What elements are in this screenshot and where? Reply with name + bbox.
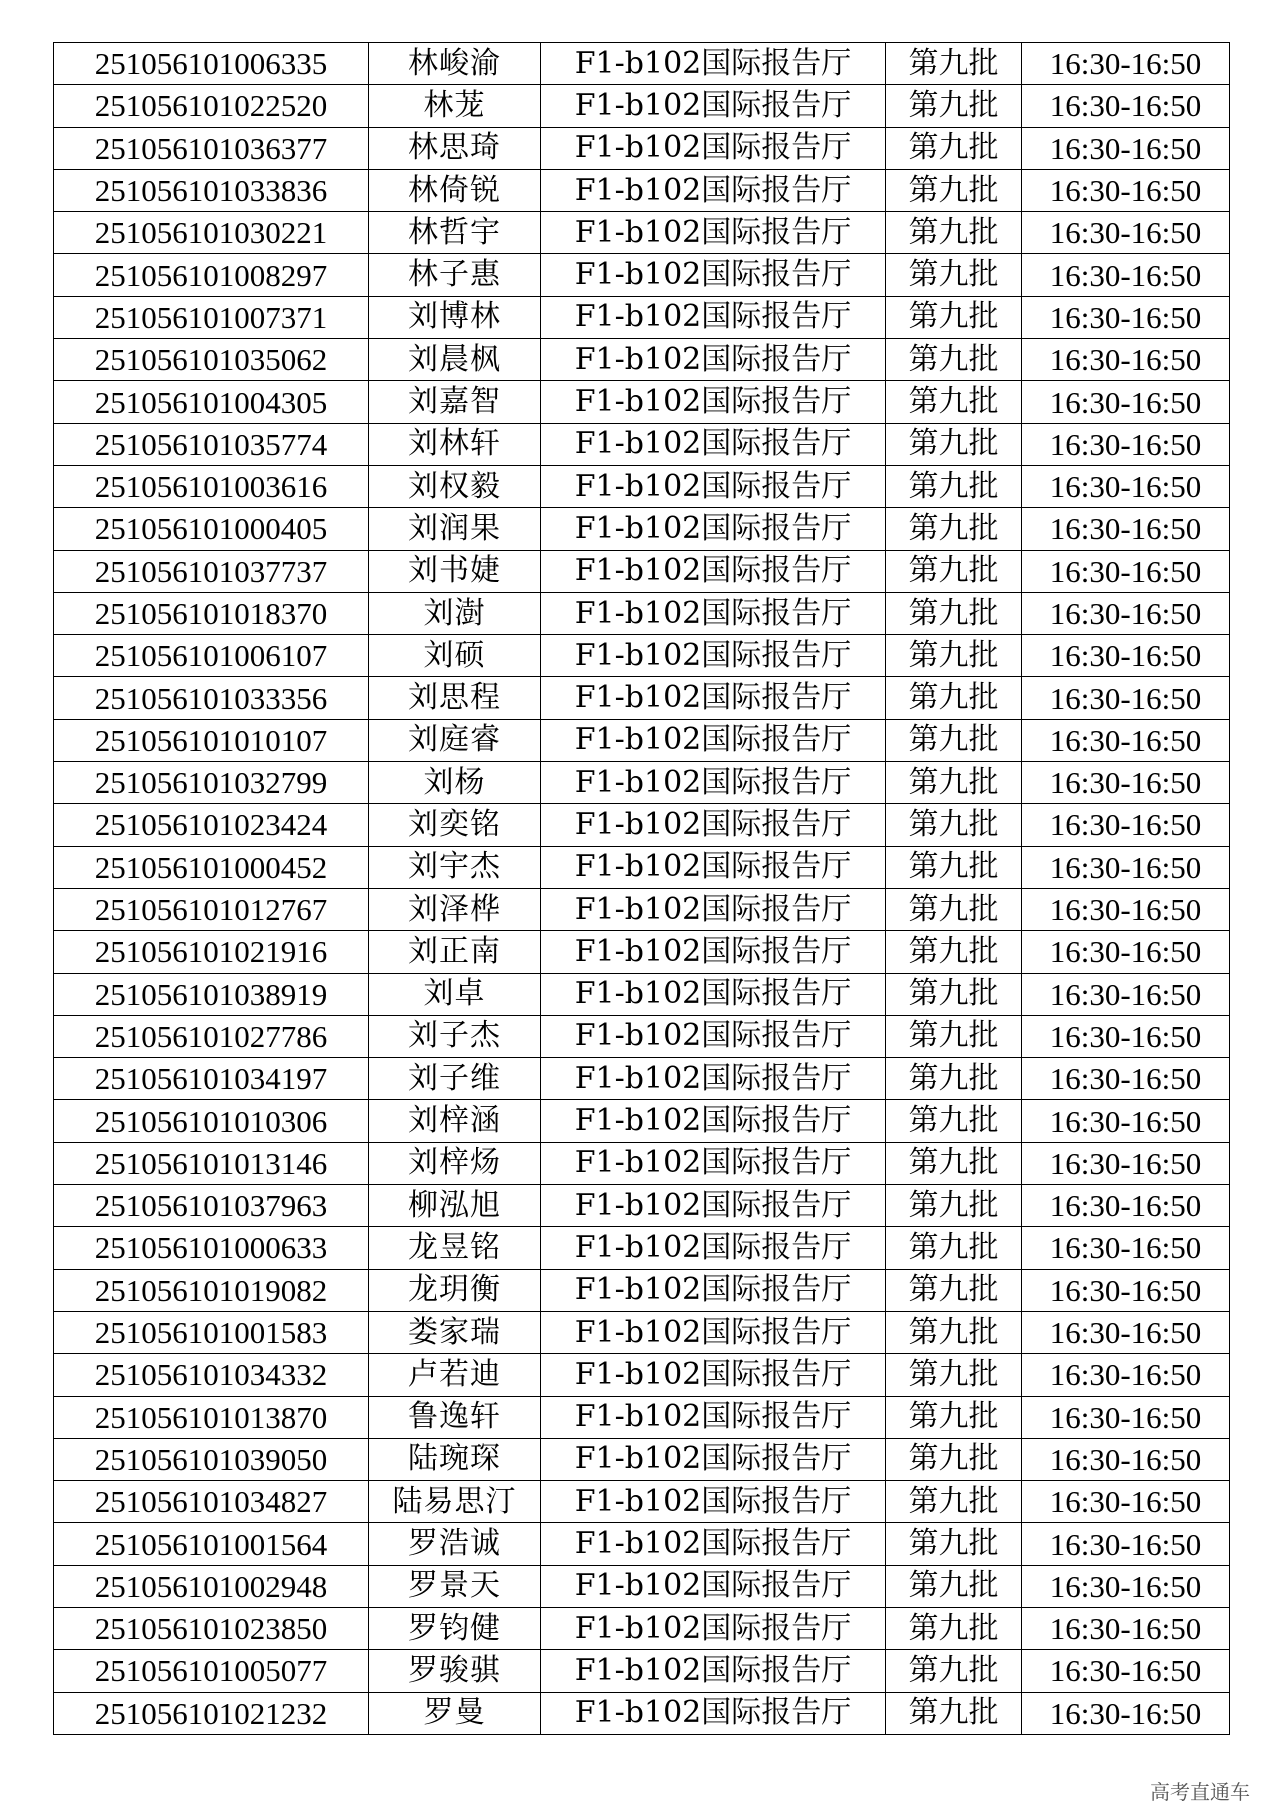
venue-cell: F1-b102国际报告厅 <box>541 296 886 338</box>
name-cell: 陆琬琛 <box>369 1438 541 1480</box>
name-cell: 罗曼 <box>369 1692 541 1734</box>
time-cell: 16:30-16:50 <box>1022 508 1230 550</box>
venue-cell: F1-b102国际报告厅 <box>541 43 886 85</box>
candidate-id-cell: 251056101035774 <box>54 423 369 465</box>
candidate-id-cell: 251056101010107 <box>54 719 369 761</box>
candidate-id-cell: 251056101007371 <box>54 296 369 338</box>
venue-cell: F1-b102国际报告厅 <box>541 85 886 127</box>
batch-cell: 第九批 <box>886 85 1022 127</box>
table-row <box>54 635 1230 677</box>
venue-cell: F1-b102国际报告厅 <box>541 1523 886 1565</box>
time-cell: 16:30-16:50 <box>1022 1227 1230 1269</box>
batch-cell: 第九批 <box>886 254 1022 296</box>
candidate-id-cell: 251056101027786 <box>54 1015 369 1057</box>
venue-cell: F1-b102国际报告厅 <box>541 1100 886 1142</box>
name-cell: 刘梓炀 <box>369 1142 541 1184</box>
candidate-id-cell: 251056101034827 <box>54 1481 369 1523</box>
time-cell: 16:30-16:50 <box>1022 1438 1230 1480</box>
time-cell: 16:30-16:50 <box>1022 127 1230 169</box>
candidate-id-cell: 251056101018370 <box>54 592 369 634</box>
name-cell: 刘杨 <box>369 762 541 804</box>
name-cell: 林哲宇 <box>369 212 541 254</box>
name-cell: 林思琦 <box>369 127 541 169</box>
time-cell: 16:30-16:50 <box>1022 931 1230 973</box>
table-row <box>54 931 1230 973</box>
candidate-id-cell: 251056101010306 <box>54 1100 369 1142</box>
time-cell: 16:30-16:50 <box>1022 169 1230 211</box>
venue-cell: F1-b102国际报告厅 <box>541 888 886 930</box>
venue-cell: F1-b102国际报告厅 <box>541 1354 886 1396</box>
schedule-table <box>53 42 1230 1735</box>
batch-cell: 第九批 <box>886 212 1022 254</box>
venue-cell: F1-b102国际报告厅 <box>541 973 886 1015</box>
time-cell: 16:30-16:50 <box>1022 423 1230 465</box>
time-cell: 16:30-16:50 <box>1022 1354 1230 1396</box>
table-row <box>54 127 1230 169</box>
venue-cell: F1-b102国际报告厅 <box>541 1607 886 1649</box>
time-cell: 16:30-16:50 <box>1022 43 1230 85</box>
time-cell: 16:30-16:50 <box>1022 1481 1230 1523</box>
venue-cell: F1-b102国际报告厅 <box>541 719 886 761</box>
table-row <box>54 1354 1230 1396</box>
table-row <box>54 1269 1230 1311</box>
table-row <box>54 762 1230 804</box>
candidate-id-cell: 251056101039050 <box>54 1438 369 1480</box>
candidate-id-cell: 251056101005077 <box>54 1650 369 1692</box>
name-cell: 陆易思汀 <box>369 1481 541 1523</box>
batch-cell: 第九批 <box>886 1227 1022 1269</box>
table-row <box>54 1311 1230 1353</box>
time-cell: 16:30-16:50 <box>1022 762 1230 804</box>
time-cell: 16:30-16:50 <box>1022 296 1230 338</box>
batch-cell: 第九批 <box>886 1058 1022 1100</box>
table-row <box>54 381 1230 423</box>
name-cell: 罗骏骐 <box>369 1650 541 1692</box>
table-row <box>54 550 1230 592</box>
batch-cell: 第九批 <box>886 43 1022 85</box>
candidate-id-cell: 251056101022520 <box>54 85 369 127</box>
venue-cell: F1-b102国际报告厅 <box>541 254 886 296</box>
table-row <box>54 1565 1230 1607</box>
candidate-id-cell: 251056101021232 <box>54 1692 369 1734</box>
candidate-id-cell: 251056101000452 <box>54 846 369 888</box>
name-cell: 林茏 <box>369 85 541 127</box>
batch-cell: 第九批 <box>886 1142 1022 1184</box>
candidate-id-cell: 251056101030221 <box>54 212 369 254</box>
table-row <box>54 1100 1230 1142</box>
table-row <box>54 1396 1230 1438</box>
name-cell: 刘泽桦 <box>369 888 541 930</box>
venue-cell: F1-b102国际报告厅 <box>541 762 886 804</box>
venue-cell: F1-b102国际报告厅 <box>541 1396 886 1438</box>
name-cell: 柳泓旭 <box>369 1185 541 1227</box>
table-row <box>54 254 1230 296</box>
schedule-table-container <box>53 42 1229 1735</box>
name-cell: 刘晨枫 <box>369 339 541 381</box>
batch-cell: 第九批 <box>886 719 1022 761</box>
name-cell: 刘奕铭 <box>369 804 541 846</box>
batch-cell: 第九批 <box>886 550 1022 592</box>
name-cell: 刘润果 <box>369 508 541 550</box>
venue-cell: F1-b102国际报告厅 <box>541 550 886 592</box>
candidate-id-cell: 251056101001583 <box>54 1311 369 1353</box>
time-cell: 16:30-16:50 <box>1022 719 1230 761</box>
name-cell: 罗景天 <box>369 1565 541 1607</box>
time-cell: 16:30-16:50 <box>1022 1015 1230 1057</box>
time-cell: 16:30-16:50 <box>1022 1565 1230 1607</box>
table-row <box>54 1058 1230 1100</box>
batch-cell: 第九批 <box>886 973 1022 1015</box>
table-row <box>54 1523 1230 1565</box>
candidate-id-cell: 251056101012767 <box>54 888 369 930</box>
venue-cell: F1-b102国际报告厅 <box>541 212 886 254</box>
name-cell: 鲁逸轩 <box>369 1396 541 1438</box>
name-cell: 罗钧健 <box>369 1607 541 1649</box>
candidate-id-cell: 251056101034197 <box>54 1058 369 1100</box>
venue-cell: F1-b102国际报告厅 <box>541 1058 886 1100</box>
table-row <box>54 1227 1230 1269</box>
time-cell: 16:30-16:50 <box>1022 677 1230 719</box>
batch-cell: 第九批 <box>886 127 1022 169</box>
candidate-id-cell: 251056101021916 <box>54 931 369 973</box>
venue-cell: F1-b102国际报告厅 <box>541 1650 886 1692</box>
venue-cell: F1-b102国际报告厅 <box>541 169 886 211</box>
batch-cell: 第九批 <box>886 465 1022 507</box>
candidate-id-cell: 251056101002948 <box>54 1565 369 1607</box>
table-row <box>54 592 1230 634</box>
table-row <box>54 296 1230 338</box>
name-cell: 刘子维 <box>369 1058 541 1100</box>
name-cell: 刘宇杰 <box>369 846 541 888</box>
batch-cell: 第九批 <box>886 846 1022 888</box>
time-cell: 16:30-16:50 <box>1022 973 1230 1015</box>
candidate-id-cell: 251056101019082 <box>54 1269 369 1311</box>
venue-cell: F1-b102国际报告厅 <box>541 1692 886 1734</box>
batch-cell: 第九批 <box>886 1396 1022 1438</box>
venue-cell: F1-b102国际报告厅 <box>541 1438 886 1480</box>
venue-cell: F1-b102国际报告厅 <box>541 1269 886 1311</box>
time-cell: 16:30-16:50 <box>1022 846 1230 888</box>
batch-cell: 第九批 <box>886 1185 1022 1227</box>
time-cell: 16:30-16:50 <box>1022 339 1230 381</box>
venue-cell: F1-b102国际报告厅 <box>541 592 886 634</box>
table-row <box>54 1015 1230 1057</box>
candidate-id-cell: 251056101036377 <box>54 127 369 169</box>
name-cell: 刘书婕 <box>369 550 541 592</box>
batch-cell: 第九批 <box>886 804 1022 846</box>
table-row <box>54 804 1230 846</box>
time-cell: 16:30-16:50 <box>1022 1142 1230 1184</box>
candidate-id-cell: 251056101037963 <box>54 1185 369 1227</box>
venue-cell: F1-b102国际报告厅 <box>541 423 886 465</box>
name-cell: 林倚锐 <box>369 169 541 211</box>
venue-cell: F1-b102国际报告厅 <box>541 931 886 973</box>
candidate-id-cell: 251056101038919 <box>54 973 369 1015</box>
name-cell: 刘正南 <box>369 931 541 973</box>
venue-cell: F1-b102国际报告厅 <box>541 1311 886 1353</box>
venue-cell: F1-b102国际报告厅 <box>541 804 886 846</box>
time-cell: 16:30-16:50 <box>1022 1100 1230 1142</box>
venue-cell: F1-b102国际报告厅 <box>541 127 886 169</box>
venue-cell: F1-b102国际报告厅 <box>541 381 886 423</box>
candidate-id-cell: 251056101008297 <box>54 254 369 296</box>
table-row <box>54 1142 1230 1184</box>
time-cell: 16:30-16:50 <box>1022 804 1230 846</box>
name-cell: 刘卓 <box>369 973 541 1015</box>
time-cell: 16:30-16:50 <box>1022 635 1230 677</box>
time-cell: 16:30-16:50 <box>1022 1269 1230 1311</box>
time-cell: 16:30-16:50 <box>1022 1650 1230 1692</box>
candidate-id-cell: 251056101006335 <box>54 43 369 85</box>
batch-cell: 第九批 <box>886 1692 1022 1734</box>
candidate-id-cell: 251056101037737 <box>54 550 369 592</box>
name-cell: 刘嘉智 <box>369 381 541 423</box>
venue-cell: F1-b102国际报告厅 <box>541 1185 886 1227</box>
name-cell: 刘权毅 <box>369 465 541 507</box>
batch-cell: 第九批 <box>886 635 1022 677</box>
venue-cell: F1-b102国际报告厅 <box>541 846 886 888</box>
time-cell: 16:30-16:50 <box>1022 85 1230 127</box>
name-cell: 刘思程 <box>369 677 541 719</box>
time-cell: 16:30-16:50 <box>1022 550 1230 592</box>
batch-cell: 第九批 <box>886 1100 1022 1142</box>
table-row <box>54 1481 1230 1523</box>
batch-cell: 第九批 <box>886 296 1022 338</box>
table-body <box>54 43 1230 1735</box>
table-row <box>54 465 1230 507</box>
name-cell: 刘林轩 <box>369 423 541 465</box>
venue-cell: F1-b102国际报告厅 <box>541 508 886 550</box>
candidate-id-cell: 251056101013146 <box>54 1142 369 1184</box>
name-cell: 林子惠 <box>369 254 541 296</box>
time-cell: 16:30-16:50 <box>1022 1058 1230 1100</box>
batch-cell: 第九批 <box>886 1354 1022 1396</box>
table-row <box>54 169 1230 211</box>
table-row <box>54 1185 1230 1227</box>
table-row <box>54 846 1230 888</box>
candidate-id-cell: 251056101034332 <box>54 1354 369 1396</box>
name-cell: 刘博林 <box>369 296 541 338</box>
table-row <box>54 677 1230 719</box>
candidate-id-cell: 251056101006107 <box>54 635 369 677</box>
table-row <box>54 888 1230 930</box>
table-row <box>54 85 1230 127</box>
name-cell: 林峻渝 <box>369 43 541 85</box>
time-cell: 16:30-16:50 <box>1022 1311 1230 1353</box>
batch-cell: 第九批 <box>886 381 1022 423</box>
time-cell: 16:30-16:50 <box>1022 254 1230 296</box>
time-cell: 16:30-16:50 <box>1022 1523 1230 1565</box>
batch-cell: 第九批 <box>886 931 1022 973</box>
batch-cell: 第九批 <box>886 508 1022 550</box>
venue-cell: F1-b102国际报告厅 <box>541 677 886 719</box>
table-row <box>54 43 1230 85</box>
venue-cell: F1-b102国际报告厅 <box>541 1481 886 1523</box>
batch-cell: 第九批 <box>886 169 1022 211</box>
time-cell: 16:30-16:50 <box>1022 1692 1230 1734</box>
candidate-id-cell: 251056101000633 <box>54 1227 369 1269</box>
name-cell: 娄家瑞 <box>369 1311 541 1353</box>
table-row <box>54 1438 1230 1480</box>
batch-cell: 第九批 <box>886 762 1022 804</box>
candidate-id-cell: 251056101032799 <box>54 762 369 804</box>
table-row <box>54 1650 1230 1692</box>
batch-cell: 第九批 <box>886 888 1022 930</box>
watermark-text: 高考直通车 <box>1150 1780 1250 1804</box>
time-cell: 16:30-16:50 <box>1022 465 1230 507</box>
table-row <box>54 1607 1230 1649</box>
time-cell: 16:30-16:50 <box>1022 212 1230 254</box>
batch-cell: 第九批 <box>886 423 1022 465</box>
candidate-id-cell: 251056101013870 <box>54 1396 369 1438</box>
time-cell: 16:30-16:50 <box>1022 1607 1230 1649</box>
batch-cell: 第九批 <box>886 339 1022 381</box>
venue-cell: F1-b102国际报告厅 <box>541 1565 886 1607</box>
candidate-id-cell: 251056101023424 <box>54 804 369 846</box>
name-cell: 刘子杰 <box>369 1015 541 1057</box>
table-row <box>54 212 1230 254</box>
time-cell: 16:30-16:50 <box>1022 888 1230 930</box>
name-cell: 罗浩诚 <box>369 1523 541 1565</box>
name-cell: 卢若迪 <box>369 1354 541 1396</box>
candidate-id-cell: 251056101033836 <box>54 169 369 211</box>
batch-cell: 第九批 <box>886 1015 1022 1057</box>
batch-cell: 第九批 <box>886 1481 1022 1523</box>
table-row <box>54 423 1230 465</box>
time-cell: 16:30-16:50 <box>1022 1185 1230 1227</box>
name-cell: 龙玥衡 <box>369 1269 541 1311</box>
batch-cell: 第九批 <box>886 1607 1022 1649</box>
venue-cell: F1-b102国际报告厅 <box>541 635 886 677</box>
name-cell: 龙昱铭 <box>369 1227 541 1269</box>
batch-cell: 第九批 <box>886 1438 1022 1480</box>
table-row <box>54 719 1230 761</box>
candidate-id-cell: 251056101023850 <box>54 1607 369 1649</box>
batch-cell: 第九批 <box>886 1523 1022 1565</box>
name-cell: 刘庭睿 <box>369 719 541 761</box>
batch-cell: 第九批 <box>886 1565 1022 1607</box>
name-cell: 刘硕 <box>369 635 541 677</box>
venue-cell: F1-b102国际报告厅 <box>541 1227 886 1269</box>
venue-cell: F1-b102国际报告厅 <box>541 339 886 381</box>
candidate-id-cell: 251056101004305 <box>54 381 369 423</box>
candidate-id-cell: 251056101035062 <box>54 339 369 381</box>
candidate-id-cell: 251056101001564 <box>54 1523 369 1565</box>
table-row <box>54 508 1230 550</box>
venue-cell: F1-b102国际报告厅 <box>541 1142 886 1184</box>
venue-cell: F1-b102国际报告厅 <box>541 465 886 507</box>
name-cell: 刘梓涵 <box>369 1100 541 1142</box>
batch-cell: 第九批 <box>886 1311 1022 1353</box>
venue-cell: F1-b102国际报告厅 <box>541 1015 886 1057</box>
batch-cell: 第九批 <box>886 592 1022 634</box>
name-cell: 刘澍 <box>369 592 541 634</box>
table-row <box>54 1692 1230 1734</box>
batch-cell: 第九批 <box>886 677 1022 719</box>
candidate-id-cell: 251056101000405 <box>54 508 369 550</box>
table-row <box>54 339 1230 381</box>
batch-cell: 第九批 <box>886 1269 1022 1311</box>
candidate-id-cell: 251056101003616 <box>54 465 369 507</box>
time-cell: 16:30-16:50 <box>1022 381 1230 423</box>
time-cell: 16:30-16:50 <box>1022 1396 1230 1438</box>
time-cell: 16:30-16:50 <box>1022 592 1230 634</box>
batch-cell: 第九批 <box>886 1650 1022 1692</box>
table-row <box>54 973 1230 1015</box>
candidate-id-cell: 251056101033356 <box>54 677 369 719</box>
